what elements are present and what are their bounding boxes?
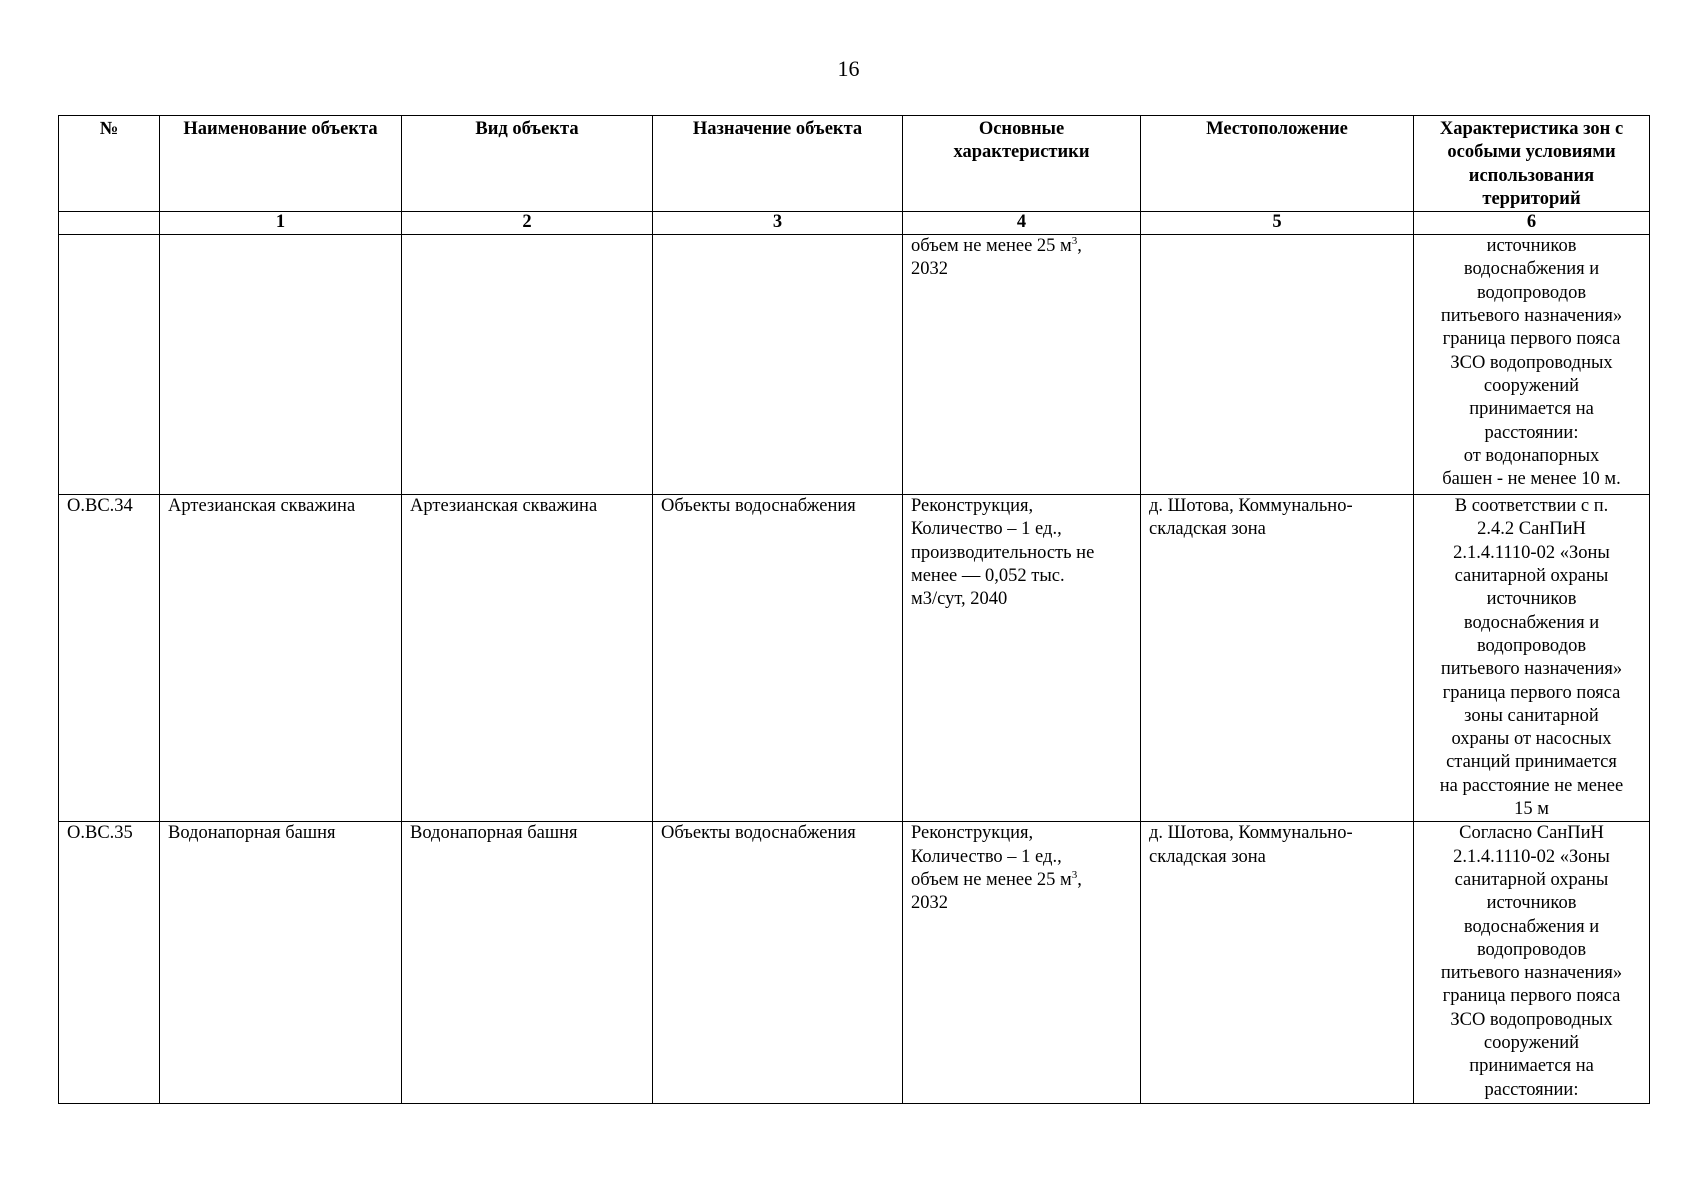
cell-location: д. Шотова, Коммунально- складская зона — [1141, 495, 1414, 822]
table-row — [59, 495, 1650, 822]
characteristics-text: 2032 — [911, 259, 948, 280]
table-row-continuation — [59, 235, 1650, 495]
cell-zone: В соответствии с п. 2.4.2 СанПиН 2.1.4.1110-02 «Зоны санитарной охраны источников водоснабжения и водопроводов питьевого назначения» граница первого пояса зоны санитарной охраны от насосных станций принимается на расстояние не менее 15 м — [1414, 495, 1650, 822]
cell-location: д. Шотова, Коммунально- складская зона — [1141, 822, 1414, 1104]
header-object-name: Наименование объекта — [160, 116, 402, 212]
header-object-purpose: Назначение объекта — [653, 116, 903, 212]
superscript-3: 3 — [1071, 868, 1078, 881]
column-index: 2 — [402, 212, 653, 235]
cell-id — [59, 235, 160, 495]
column-index: 6 — [1414, 212, 1650, 235]
characteristics-text: 2032 — [911, 893, 948, 914]
page-number: 16 — [837, 56, 860, 81]
header-main-characteristics: Основные характеристики — [903, 116, 1141, 212]
cell-name: Водонапорная башня — [160, 822, 402, 1104]
header-object-kind: Вид объекта — [402, 116, 653, 212]
header-number: № — [59, 116, 160, 212]
cell-id: О.ВС.34 — [59, 495, 160, 822]
cell-location — [1141, 235, 1414, 495]
cell-kind: Артезианская скважина — [402, 495, 653, 822]
characteristics-text: , — [1077, 236, 1082, 257]
cell-zone: Согласно СанПиН 2.1.4.1110-02 «Зоны санитарной охраны источников водоснабжения и водопроводов питьевого назначения» граница первого пояса ЗСО водопроводных сооружений принимается на расстоянии: — [1414, 822, 1650, 1104]
header-location: Местоположение — [1141, 116, 1414, 212]
column-index: 3 — [653, 212, 903, 235]
cell-kind — [402, 235, 653, 495]
table-row — [59, 822, 1650, 1104]
superscript-3: 3 — [1071, 235, 1078, 248]
cell-characteristics — [903, 822, 1141, 1104]
cell-kind: Водонапорная башня — [402, 822, 653, 1104]
cell-zone: источников водоснабжения и водопроводов питьевого назначения» граница первого пояса ЗСО водопроводных сооружений принимается на расстоянии: от водонапорных башен - не менее 10 м. — [1414, 235, 1650, 495]
cell-purpose: Объекты водоснабжения — [653, 495, 903, 822]
cell-id: О.ВС.35 — [59, 822, 160, 1104]
cell-purpose: Объекты водоснабжения — [653, 822, 903, 1104]
column-index-row — [59, 212, 1650, 235]
header-zone-characteristics: Характеристика зон с особыми условиями использования территорий — [1414, 116, 1650, 212]
column-index: 1 — [160, 212, 402, 235]
cell-characteristics: Реконструкция, Количество – 1 ед., производительность не менее — 0,052 тыс. м3/сут, 2040 — [903, 495, 1141, 822]
characteristics-text: , — [1077, 869, 1082, 890]
column-index — [59, 212, 160, 235]
objects-table — [58, 115, 1650, 1104]
cell-name — [160, 235, 402, 495]
characteristics-text: Количество – 1 ед., — [911, 846, 1062, 867]
cell-characteristics — [903, 235, 1141, 495]
characteristics-text: объем не менее 25 м — [911, 869, 1072, 890]
characteristics-text: объем не менее 25 м — [911, 236, 1072, 257]
column-index: 5 — [1141, 212, 1414, 235]
column-index: 4 — [903, 212, 1141, 235]
cell-name: Артезианская скважина — [160, 495, 402, 822]
cell-purpose — [653, 235, 903, 495]
table-header-row — [59, 116, 1650, 212]
characteristics-text: Реконструкция, — [911, 823, 1034, 844]
